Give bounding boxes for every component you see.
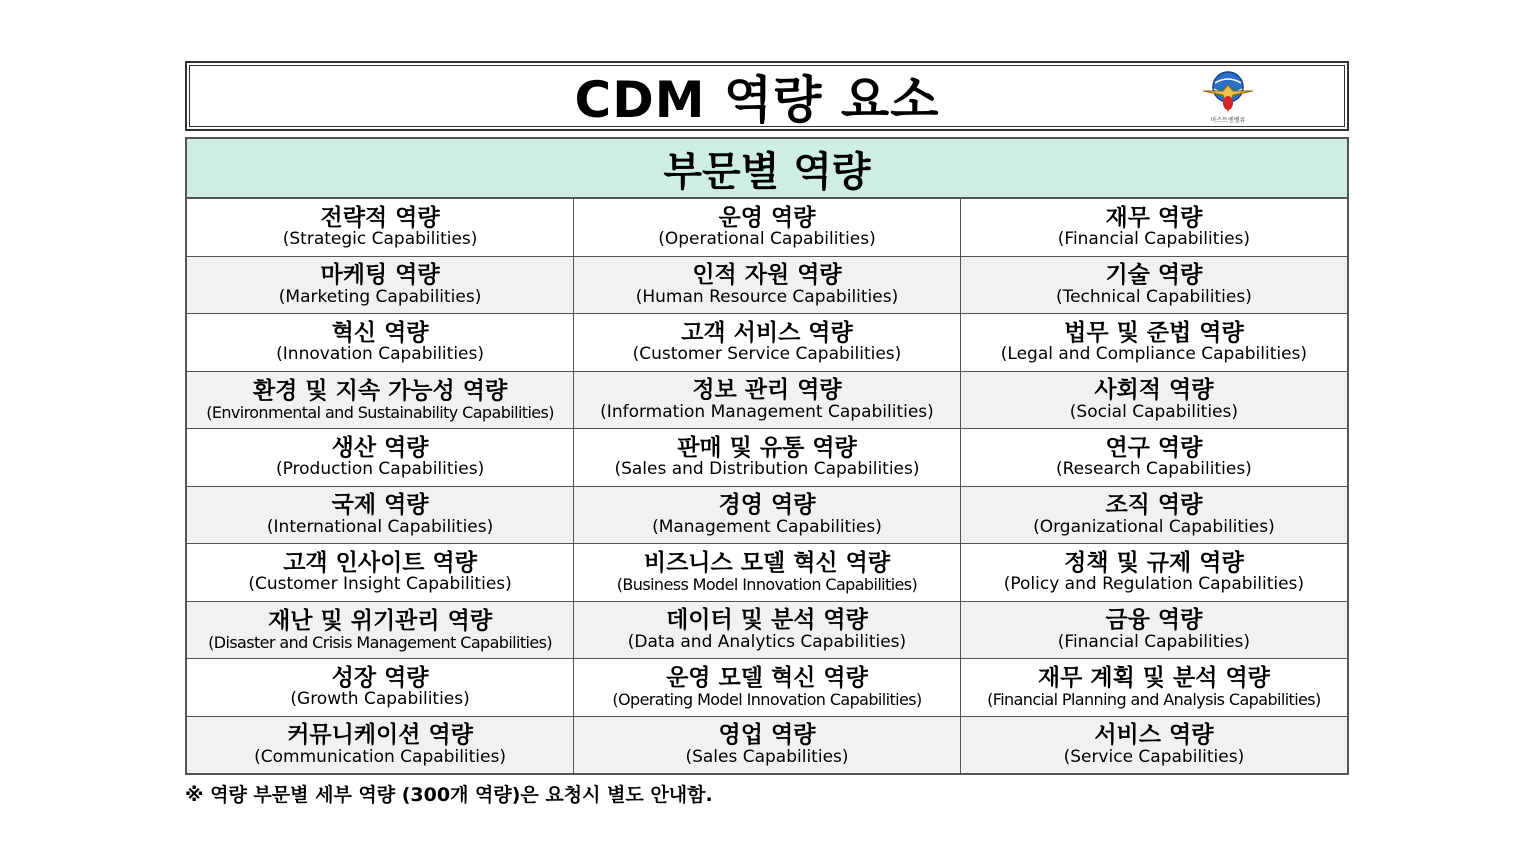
capability-name-en: (Business Model Innovation Capabilities) [616, 575, 918, 595]
capability-name-ko: 경영 역량 [718, 492, 816, 519]
capability-name-en: (Customer Service Capabilities) [632, 344, 902, 365]
globe-logo-icon [1197, 67, 1259, 125]
table-row [187, 314, 1347, 372]
capability-name-en: (Environmental and Sustainability Capabilities) [206, 402, 554, 422]
capability-cell [960, 199, 1347, 256]
capability-cell [187, 256, 574, 314]
capability-name-en: (Financial Planning and Analysis Capabilities) [987, 690, 1321, 710]
table-row [187, 601, 1347, 659]
capability-name-ko: 환경 및 지속 가능성 역량 [252, 377, 508, 404]
capability-name-ko: 운영 모델 혁신 역량 [666, 665, 868, 692]
capability-cell [960, 429, 1347, 487]
capability-name-ko: 성장 역량 [331, 664, 429, 691]
section-header: 부문별 역량 [187, 139, 1347, 199]
capability-cell [574, 199, 961, 256]
capability-name-en: (Innovation Capabilities) [276, 344, 484, 365]
capability-cell [960, 371, 1347, 429]
capability-name-en: (Service Capabilities) [1063, 746, 1245, 767]
capability-name-en: (Operational Capabilities) [658, 229, 876, 250]
capability-name-en: (Research Capabilities) [1056, 459, 1252, 480]
capability-name-en: (Financial Capabilities) [1057, 229, 1251, 250]
capability-name-ko: 혁신 역량 [331, 319, 429, 346]
capability-name-en: (Policy and Regulation Capabilities) [1003, 574, 1305, 595]
capability-name-ko: 판매 및 유통 역량 [677, 434, 857, 461]
capability-cell [574, 716, 961, 773]
table-row [187, 371, 1347, 429]
table-row [187, 429, 1347, 487]
capability-name-en: (Financial Capabilities) [1057, 631, 1251, 652]
capability-name-ko: 서비스 역량 [1094, 722, 1214, 749]
capability-name-en: (Sales and Distribution Capabilities) [614, 459, 920, 480]
capability-name-en: (Sales Capabilities) [685, 746, 849, 767]
table-row [187, 716, 1347, 773]
capability-table [185, 137, 1349, 775]
capability-cell [960, 256, 1347, 314]
capability-cell [187, 659, 574, 717]
capability-name-en: (Management Capabilities) [652, 516, 882, 537]
capability-name-ko: 마케팅 역량 [320, 262, 440, 289]
capability-cell [574, 659, 961, 717]
capability-cell [960, 486, 1347, 544]
capability-name-en: (Operating Model Innovation Capabilities) [612, 690, 922, 710]
table-row [187, 544, 1347, 602]
capability-cell [187, 716, 574, 773]
capability-name-en: (International Capabilities) [266, 516, 494, 537]
capability-name-ko: 연구 역량 [1105, 434, 1203, 461]
capability-name-ko: 기술 역량 [1105, 262, 1203, 289]
capability-name-ko: 정보 관리 역량 [692, 377, 842, 404]
capability-name-en: (Social Capabilities) [1069, 401, 1239, 422]
capability-name-en: (Disaster and Crisis Management Capabilities) [208, 632, 553, 652]
capability-name-ko: 조직 역량 [1105, 492, 1203, 519]
capability-name-ko: 고객 인사이트 역량 [283, 549, 477, 576]
capability-cell [187, 601, 574, 659]
capability-name-en: (Information Management Capabilities) [600, 401, 934, 422]
capability-name-ko: 생산 역량 [331, 434, 429, 461]
capability-cell [960, 659, 1347, 717]
title-box [185, 61, 1349, 131]
capability-cell [187, 199, 574, 256]
capability-cell [574, 314, 961, 372]
capability-name-ko: 사회적 역량 [1094, 377, 1214, 404]
capability-name-en: (Technical Capabilities) [1055, 286, 1252, 307]
capability-cell [574, 486, 961, 544]
capability-name-en: (Customer Insight Capabilities) [248, 574, 512, 595]
capability-name-ko: 국제 역량 [331, 492, 429, 519]
capability-cell [574, 256, 961, 314]
capability-name-ko: 재무 계획 및 분석 역량 [1037, 665, 1270, 692]
capability-name-ko: 데이터 및 분석 역량 [666, 607, 868, 634]
table-row [187, 199, 1347, 256]
capability-name-ko: 비즈니스 모델 혁신 역량 [643, 550, 891, 577]
capability-name-ko: 인적 자원 역량 [692, 262, 842, 289]
capability-name-ko: 운영 역량 [718, 204, 816, 231]
capability-name-ko: 금융 역량 [1105, 607, 1203, 634]
capability-name-ko: 법무 및 준법 역량 [1064, 319, 1244, 346]
capability-name-en: (Strategic Capabilities) [282, 229, 478, 250]
capability-cell [187, 371, 574, 429]
capability-name-en: (Marketing Capabilities) [278, 286, 482, 307]
capability-name-ko: 고객 서비스 역량 [681, 319, 853, 346]
capability-cell [960, 314, 1347, 372]
logo-caption: 마스트엔벨류 [1210, 117, 1246, 124]
capability-cell [574, 601, 961, 659]
capability-name-en: (Human Resource Capabilities) [635, 286, 899, 307]
capability-cell [187, 314, 574, 372]
capability-name-ko: 재무 역량 [1105, 204, 1203, 231]
capability-name-en: (Production Capabilities) [275, 459, 485, 480]
footnote: ※ 역량 부문별 세부 역량 (300개 역량)은 요청시 별도 안내함. [185, 784, 713, 806]
capability-grid [187, 199, 1347, 773]
capability-cell [960, 601, 1347, 659]
capability-cell [574, 371, 961, 429]
capability-name-en: (Data and Analytics Capabilities) [627, 631, 907, 652]
capability-cell [574, 429, 961, 487]
capability-name-en: (Growth Capabilities) [290, 689, 470, 710]
capability-name-ko: 재난 및 위기관리 역량 [268, 607, 493, 634]
capability-cell [960, 544, 1347, 602]
capability-cell [574, 544, 961, 602]
capability-name-en: (Legal and Compliance Capabilities) [1000, 344, 1308, 365]
capability-cell [187, 486, 574, 544]
capability-name-ko: 커뮤니케이션 역량 [287, 722, 473, 749]
capability-name-en: (Organizational Capabilities) [1033, 516, 1275, 537]
capability-cell [187, 544, 574, 602]
capability-cell [960, 716, 1347, 773]
table-row [187, 659, 1347, 717]
table-row [187, 256, 1347, 314]
capability-cell [187, 429, 574, 487]
capability-name-en: (Communication Capabilities) [254, 746, 506, 767]
page-title: CDM 역량 요소 [574, 71, 940, 129]
capability-name-ko: 정책 및 규제 역량 [1064, 549, 1244, 576]
table-row [187, 486, 1347, 544]
capability-name-ko: 전략적 역량 [320, 204, 440, 231]
capability-name-ko: 영업 역량 [718, 722, 816, 749]
